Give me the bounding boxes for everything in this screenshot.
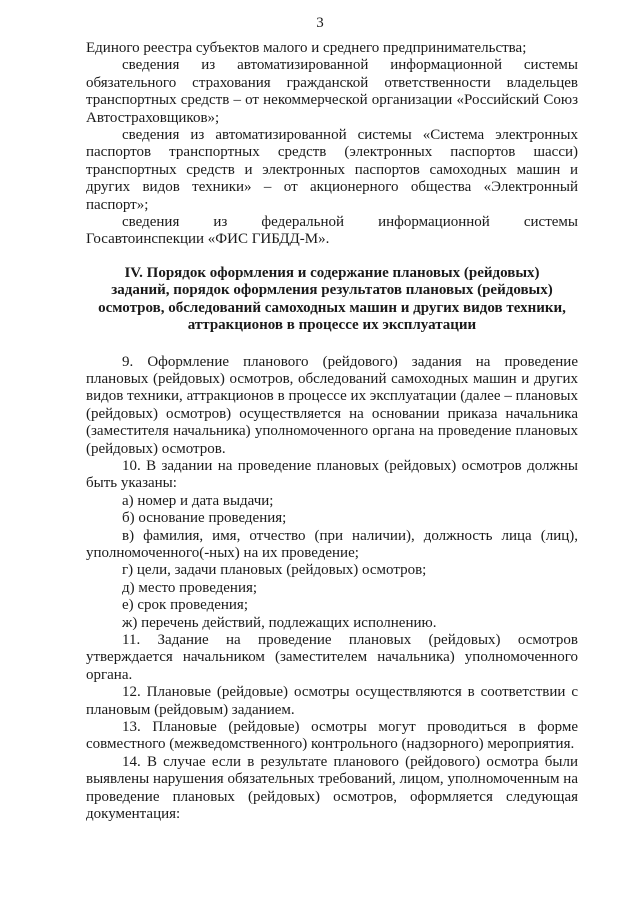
paragraph-item-14: 14. В случае если в результате планового (рейдового) осмотра были выявлены нарушения обязательных требований, лицом, уполномоченным на проведение плановых (рейдовых) осмотров, оформляется следующая документация: — [86, 753, 578, 823]
paragraph-item-9: 9. Оформление планового (рейдового) задания на проведение плановых (рейдовых) осмотров, обследований самоходных машин и других видов техники, аттракционов в процессе их эксплуатации (далее – плановых (рейдовых) осмотров) осуществляется на основании приказа начальника (заместителя начальника) уполномоченного органа на проведение плановых (рейдовых) осмотров. — [86, 353, 578, 457]
page-number: 3 — [316, 15, 324, 31]
paragraph-item-13: 13. Плановые (рейдовые) осмотры могут проводиться в форме совместного (межведомственного) контрольного (надзорного) мероприятия. — [86, 719, 578, 753]
paragraph-epts-info: сведения из автоматизированной системы «Система электронных паспортов транспортных средств (электронных паспортов шасси) транспортных средств и электронных паспортов самоходных машин и других видов техники» – от акционерного общества «Электронный паспорт»; — [86, 127, 578, 213]
paragraph-item-12: 12. Плановые (рейдовые) осмотры осуществляются в соответствии с плановым (рейдовым) заданием. — [86, 684, 578, 718]
list-item-d: д) место проведения; — [122, 579, 258, 596]
list-item-b: б) основание проведения; — [122, 510, 287, 527]
paragraph-item-11: 11. Задание на проведение плановых (рейдовых) осмотров утверждается начальником (заместителем начальника) уполномоченного органа. — [86, 632, 578, 683]
list-item-e: е) срок проведения; — [122, 597, 248, 614]
section-heading: IV. Порядок оформления и содержание плановых (рейдовых) заданий, порядок оформления результатов плановых (рейдовых) осмотров, обследований самоходных машин и других видов техники, аттракционов в процессе их эксплуатации — [98, 264, 566, 334]
paragraph-insurance-info: сведения из автоматизированной информационной системы обязательного страхования гражданской ответственности владельцев транспортных средств – от некоммерческой организации «Российский Союз Автостраховщиков»; — [86, 57, 578, 126]
list-item-g: г) цели, задачи плановых (рейдовых) осмотров; — [122, 562, 427, 579]
list-item-a: а) номер и дата выдачи; — [122, 492, 274, 509]
list-item-zh: ж) перечень действий, подлежащих исполнению. — [122, 614, 437, 631]
document-body — [86, 40, 578, 823]
paragraph-gibdd-info: сведения из федеральной информационной системы Госавтоинспекции «ФИС ГИБДД-М». — [86, 214, 578, 248]
list-item-v: в) фамилия, имя, отчество (при наличии), должность лица (лиц), уполномоченного(-ных) на их проведение; — [86, 527, 578, 561]
paragraph-item-10: 10. В задании на проведение плановых (рейдовых) осмотров должны быть указаны: — [86, 457, 578, 492]
paragraph-continuation: Единого реестра субъектов малого и среднего предпринимательства; — [86, 40, 527, 56]
